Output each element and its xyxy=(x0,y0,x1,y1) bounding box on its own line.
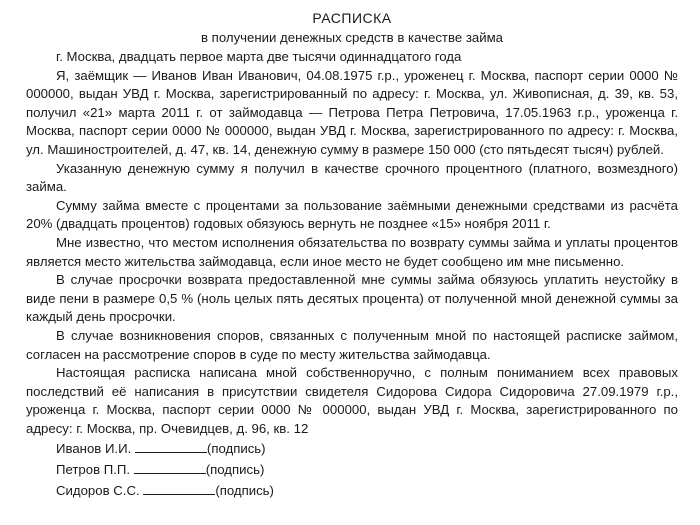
paragraph-parties: Я, заёмщик — Иванов Иван Иванович, 04.08.1975 г.р., уроженец г. Москва, паспорт серии 0000 № 000000, выдан УВД г. Москва, зарегистрированный по адресу: г. Москва, ул. Живописная, д. 39, кв. 53, получил «21» марта 2011 г. от займодавца — Петрова Петра Петровича, 17.05.1963 г.р., уроженца г. Москва, паспорт серии 0000 № 000000, выдан УВД г. Москва, зарегистрированного по адресу: г. Москва, ул. Машиностроителей, д. 47, кв. 14, денежную сумму в размере 150 000 (сто пятьдесят тысяч) рублей. xyxy=(26,67,678,157)
paragraph-witness: Настоящая расписка написана мной собственноручно, с полным пониманием всех правовых последствий её написания в присутствии свидетеля Сидорова Сидора Сидоровича 27.09.1979 г.р., уроженца г. Москва, паспорт серии 0000 № 000000, выдан УВД г. Москва, зарегистрированного по адресу: г. Москва, пр. Очевидцев, д. 96, кв. 12 xyxy=(26,365,678,436)
signature-label: (подпись) xyxy=(215,483,274,499)
signatory-name: Сидоров С.С. xyxy=(56,483,140,499)
place-date-line: г. Москва, двадцать первое марта две тысячи одиннадцатого года xyxy=(56,49,462,64)
signature-line xyxy=(135,439,207,453)
paragraph-repayment: Сумму займа вместе с процентами за пользование заёмными денежными средствами из расчёта 20% (двадцать процентов) годовых обязуюсь вернуть не позднее «15» ноября 2011 г. xyxy=(26,197,678,232)
paragraph-penalty: В случае просрочки возврата предоставленной мне суммы займа обязуюсь уплатить неустойку в виде пени в размере 0,5 % (ноль целых пять десятых процента) от полученной мной денежной суммы за каждый день просрочки. xyxy=(26,272,678,325)
receipt-document xyxy=(26,8,678,501)
signature-row xyxy=(26,459,678,480)
document-subtitle: в получении денежных средств в качестве займа xyxy=(201,30,503,45)
signatory-name: Иванов И.И. xyxy=(56,441,132,457)
signatory-name: Петров П.П. xyxy=(56,462,131,478)
paragraph-place-of-performance: Мне известно, что местом исполнения обязательства по возврату суммы займа и уплаты процентов является место жительства займодавца, если иное место не будет сообщено им мне письменно. xyxy=(26,234,678,269)
signature-label: (подпись) xyxy=(206,441,266,457)
document-title: РАСПИСКА xyxy=(312,10,392,26)
paragraph-disputes: В случае возникновения споров, связанных с полученным мной по настоящей расписке займом, согласен на рассмотрение споров в суде по месту жительства займодавца. xyxy=(26,327,678,362)
signature-line xyxy=(134,460,206,474)
signature-label: (подпись) xyxy=(205,462,265,478)
signature-line xyxy=(143,481,215,495)
paragraph-loan-type: Указанную денежную сумму я получил в качестве срочного процентного (платного, возмездного) займа. xyxy=(26,160,678,195)
signature-row xyxy=(26,480,678,501)
signature-row xyxy=(26,438,678,459)
